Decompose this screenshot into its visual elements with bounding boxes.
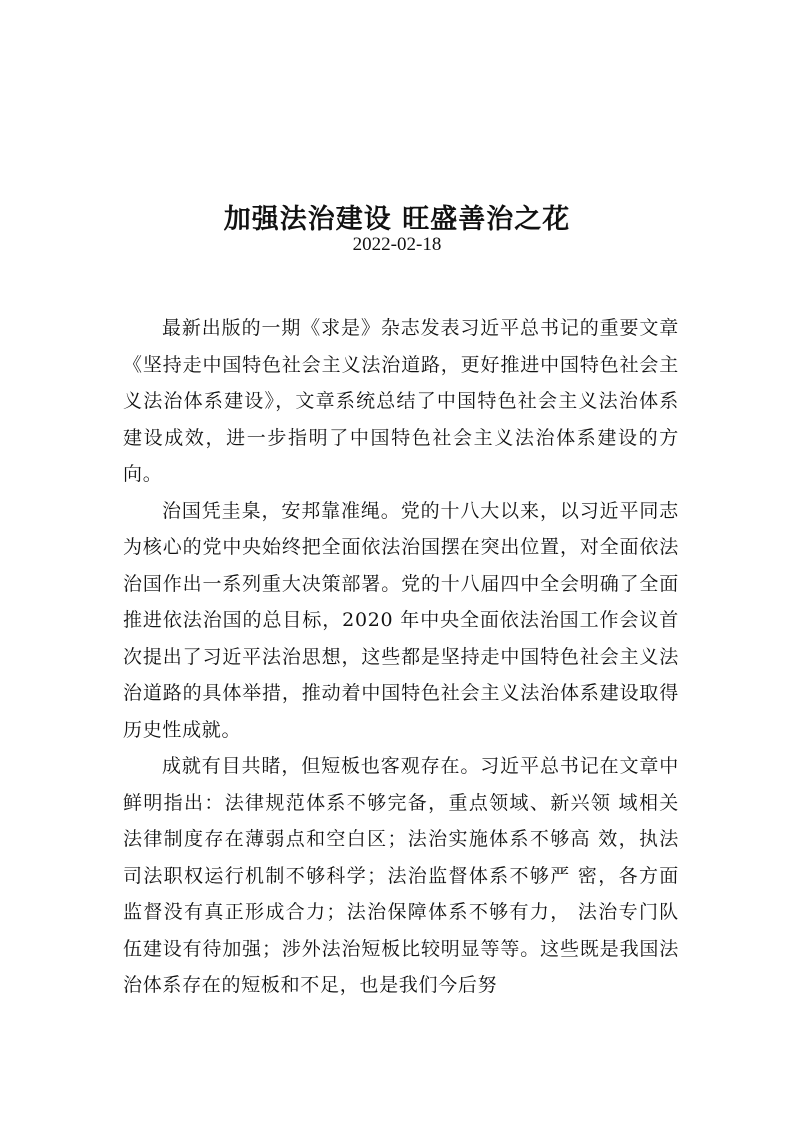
article-date: 2022-02-18: [352, 234, 442, 255]
paragraph-1: 最新出版的一期《求是》杂志发表习近平总书记的重要文章《坚持走中国特色社会主义法治道路，更好推进中国特色社会主义法治体系建设》，文章系统总结了中国特色社会主义法治体系建设成效，进一步指明了中国特色社会主义法治体系建设的方向。: [123, 317, 679, 485]
paragraph-2: 治国凭圭臬，安邦靠准绳。党的十八大以来，以习近平同志为核心的党中央始终把全面依法治国摆在突出位置，对全面依法治国作出一系列重大决策部署。党的十八届四中全会明确了全面推进依法治国的总目标，2020 年中央全面依法治国工作会议首次提出了习近平法治思想，这些都是坚持走中国特色社会主义法治道路的具体举措，推动着中国特色社会主义法治体系建设取得历史性成就。: [123, 499, 679, 741]
article-body: [123, 310, 679, 1004]
article-title: 加强法治建设 旺盛善治之花: [223, 204, 571, 236]
paragraph-3: 成就有目共睹，但短板也客观存在。习近平总书记在文章中鲜明指出：法律规范体系不够完备，重点领域、新兴领 域相关法律制度存在薄弱点和空白区；法治实施体系不够高 效，执法司法职权运行机制不够科学；法治监督体系不够严 密，各方面监督没有真正形成合力；法治保障体系不够有力， 法治专门队伍建设有待加强；涉外法治短板比较明显等等。这些既是我国法治体系存在的短板和不足，也是我们今后努: [123, 755, 679, 996]
